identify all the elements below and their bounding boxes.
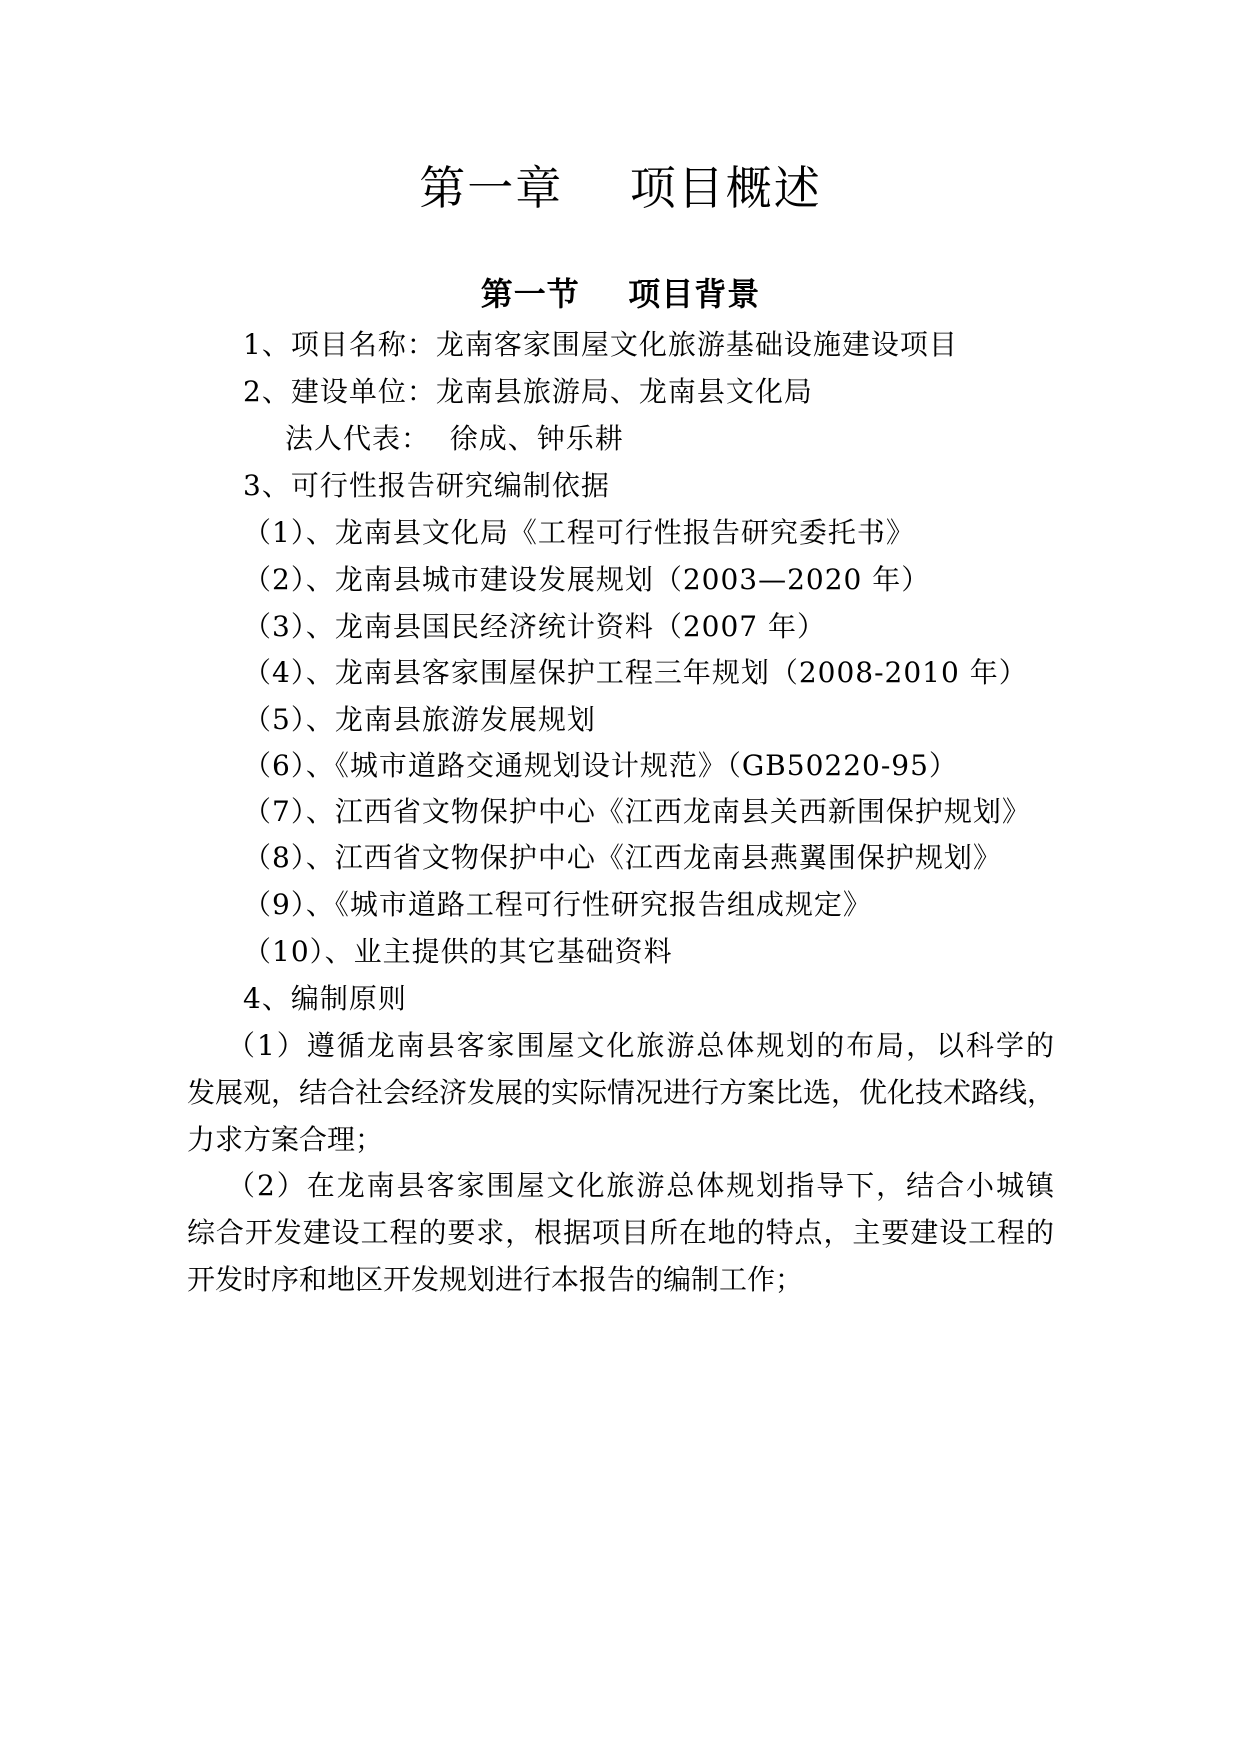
basis-item: （10）、业主提供的其它基础资料 (243, 935, 673, 968)
builder-line: 2、建设单位：龙南县旅游局、龙南县文化局 (243, 375, 813, 408)
basis-item: （2）、龙南县城市建设发展规划（2003—2020 年） (243, 563, 931, 596)
basis-item: （7）、江西省文物保护中心《江西龙南县关西新围保护规划》 (243, 795, 1031, 828)
chapter-title: 第一章 项目概述 (419, 161, 822, 215)
legal-rep-line: 法人代表： 徐成、钟乐耕 (285, 422, 624, 455)
basis-item: （8）、江西省文物保护中心《江西龙南县燕翼围保护规划》 (243, 841, 1002, 874)
basis-item: （9）、《城市道路工程可行性研究报告组成规定》 (243, 888, 872, 921)
principle-2-line: （2）在龙南县客家围屋文化旅游总体规划指导下，结合小城镇 (227, 1169, 1054, 1202)
basis-heading: 3、可行性报告研究编制依据 (243, 469, 610, 502)
basis-item: （6）、《城市道路交通规划设计规范》（GB50220-95） (243, 749, 958, 782)
basis-item: （4）、龙南县客家围屋保护工程三年规划（2008-2010 年） (243, 656, 1028, 689)
principles-heading: 4、编制原则 (243, 982, 407, 1015)
project-name-line: 1、项目名称：龙南客家围屋文化旅游基础设施建设项目 (243, 328, 958, 361)
principle-1-line: （1）遵循龙南县客家围屋文化旅游总体规划的布局，以科学的 (227, 1029, 1054, 1062)
principle-2-line: 综合开发建设工程的要求，根据项目所在地的特点，主要建设工程的 (187, 1216, 1054, 1249)
principle-1-line: 力求方案合理； (187, 1123, 384, 1156)
principle-1-line: 发展观，结合社会经济发展的实际情况进行方案比选，优化技术路线， (187, 1076, 1056, 1109)
basis-item: （5）、龙南县旅游发展规划 (243, 703, 596, 736)
basis-item: （1）、龙南县文化局《工程可行性报告研究委托书》 (243, 516, 915, 549)
section-title: 第一节 项目背景 (480, 275, 761, 313)
principle-2-line: 开发时序和地区开发规划进行本报告的编制工作； (187, 1263, 804, 1296)
basis-item: （3）、龙南县国民经济统计资料（2007 年） (243, 610, 826, 643)
